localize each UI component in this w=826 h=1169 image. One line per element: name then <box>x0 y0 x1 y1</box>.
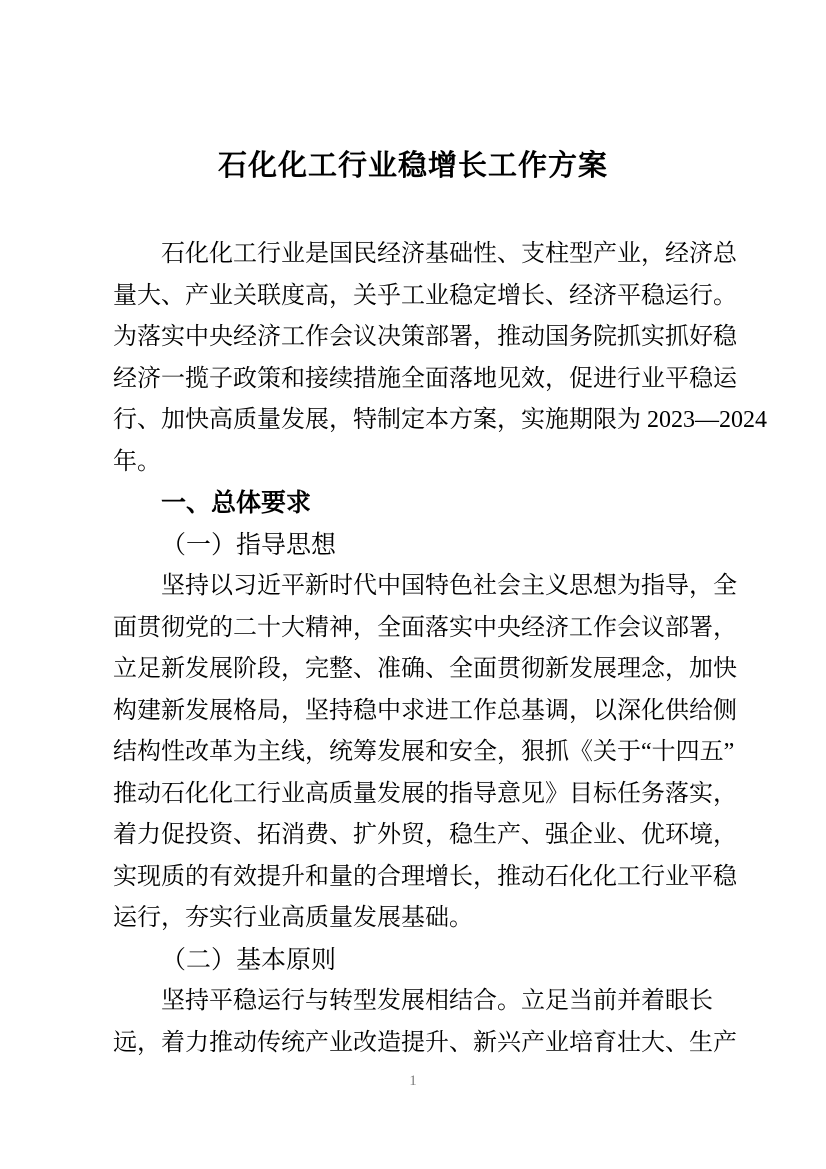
paragraph-line: 年。 <box>113 448 161 475</box>
paragraph-line: 运行，夯实行业高质量发展基础。 <box>113 905 473 931</box>
paragraph-line: 推动石化化工行业高质量发展的指导意见》目标任务落实， <box>113 780 737 807</box>
paragraph-line: 立足新发展阶段，完整、准确、全面贯彻新发展理念，加快 <box>113 656 737 682</box>
paragraph-line: 实现质的有效提升和量的合理增长，推动石化化工行业平稳 <box>113 863 737 890</box>
page-number: 1 <box>409 1073 417 1089</box>
paragraph-line: 构建新发展格局，坚持稳中求进工作总基调，以深化供给侧 <box>113 697 737 724</box>
paragraph-line: 结构性改革为主线，统筹发展和安全，狠抓《关于“十四五” <box>113 739 735 765</box>
paragraph-line: 坚持平稳运行与转型发展相结合。立足当前并着眼长 <box>161 988 713 1014</box>
subsection-heading: （一）指导思想 <box>161 531 337 559</box>
paragraph-line: 石化化工行业是国民经济基础性、支柱型产业，经济总 <box>161 241 737 267</box>
paragraph-line: 经济一揽子政策和接续措施全面落地见效，促进行业平稳运 <box>113 365 737 392</box>
document-body <box>113 234 767 1064</box>
document-title: 石化化工行业稳增长工作方案 <box>217 150 608 182</box>
paragraph-line: 着力促投资、拓消费、扩外贸，稳生产、强企业、优环境， <box>113 822 737 848</box>
paragraph-line: 坚持以习近平新时代中国特色社会主义思想为指导，全 <box>161 573 737 599</box>
paragraph-line: 量大、产业关联度高，关乎工业稳定增长、经济平稳运行。 <box>113 282 737 309</box>
paragraph-line: 行、加快高质量发展，特制定本方案，实施期限为 2023—2024 <box>113 407 767 433</box>
paragraph-line: 面贯彻党的二十大精神，全面落实中央经济工作会议部署， <box>113 614 737 641</box>
paragraph-line: 为落实中央经济工作会议决策部署，推动国务院抓实抓好稳 <box>113 324 737 350</box>
subsection-heading: （二）基本原则 <box>161 946 337 974</box>
paragraph-line: 远，着力推动传统产业改造提升、新兴产业培育壮大、生产 <box>113 1029 737 1056</box>
section-heading: 一、总体要求 <box>161 489 312 517</box>
